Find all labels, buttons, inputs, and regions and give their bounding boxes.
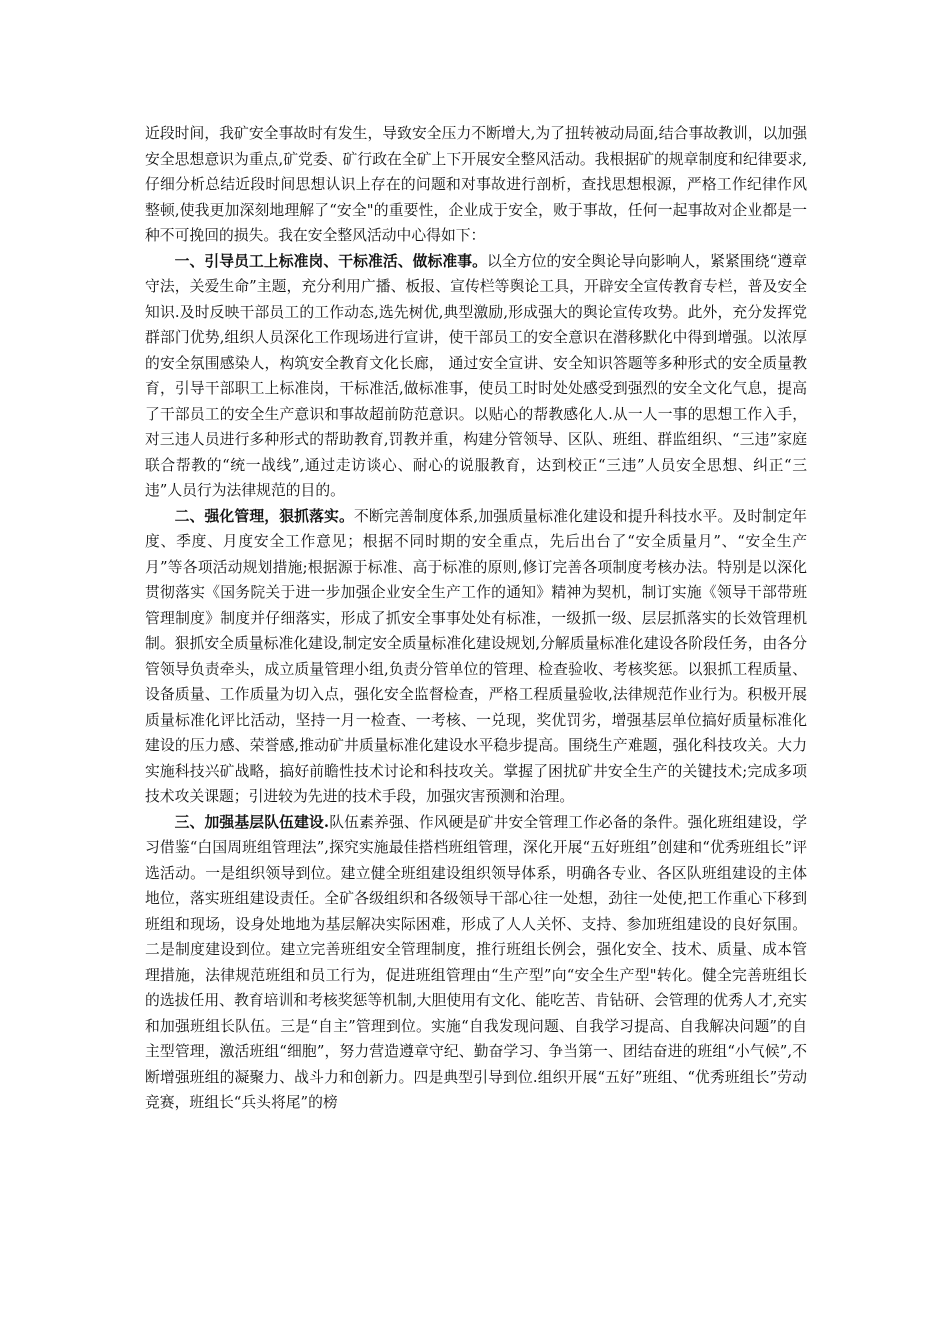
section-one-body: 以全方位的安全舆论导向影响人，紧紧围绕“遵章守法，关爱生命”主题，充分利用广播、板报、宣传栏等舆论工具，开辟安全宣传教育专栏，普及安全知识.及时反映干部员工的工作动态,选先树优,典型激励,形成强大的舆论宣传攻势。此外，充分发挥党群部门优势,组织人员深化工作现场进行宣讲，使干部员工的安全意识在潜移默化中得到增强。以浓厚的安全氛围感染人，构筑安全教育文化长廊， 通过安全宣讲、安全知识答题等多种形式的安全质量教育，引导干部职工上标准岗，干标准活,做标准事，使员工时时处处感受到强烈的安全文化气息，提高了干部员工的安全生产意识和事故超前防范意识。以贴心的帮教感化人.从一人一事的思想工作入手，对三违人员进行多种形式的帮助教育,罚教并重，构建分管领导、区队、班组、群监组织、“三违”家庭联合帮教的“统一战线”,通过走访谈心、耐心的说服教育，达到校正“三违”人员安全思想、纠正“三违”人员行为法律规范的目的。 <box>145 252 807 499</box>
intro-paragraph: 近段时间，我矿安全事故时有发生，导致安全压力不断增大,为了扭转被动局面,结合事故教训，以加强安全思想意识为重点,矿党委、矿行政在全矿上下开展安全整风活动。我根据矿的规章制度和纪律要求,仔细分析总结近段时间思想认识上存在的问题和对事故进行剖析，查找思想根源，严格工作纪律作风整顿,使我更加深刻地理解了“安全"的重要性，企业成于安全，败于事故，任何一起事故对企业都是一种不可挽回的损失。我在安全整风活动中心得如下： <box>145 125 807 244</box>
section-two-heading: 二、强化管理，狠抓落实。 <box>174 507 354 525</box>
section-one-paragraph <box>145 249 807 504</box>
section-three-heading: 三、加强基层队伍建设. <box>174 813 330 831</box>
section-one-heading: 一、引导员工上标准岗、干标准活、做标准事。 <box>174 252 488 270</box>
section-three-body: 队伍素养强、作风硬是矿井安全管理工作必备的条件。强化班组建设，学习借鉴“白国周班组管理法”,探究实施最佳搭档班组管理，深化开展“五好班组”创建和“优秀班组长”评选活动。一是组织领导到位。建立健全班组建设组织领导体系，明确各专业、各区队班组建设的主体地位，落实班组建设责任。全矿各级组织和各级领导干部心往一处想，劲往一处使,把工作重心下移到班组和现场，设身处地地为基层解决实际困难，形成了人人关怀、支持、参加班组建设的良好氛围。二是制度建设到位。建立完善班组安全管理制度，推行班组长例会，强化安全、技术、质量、成本管理措施，法律规范班组和员工行为，促进班组管理由“生产型”向“安全生产型"转化。健全完善班组长的选拔任用、教育培训和考核奖惩等机制,大胆使用有文化、能吃苦、肯钻研、会管理的优秀人才,充实和加强班组长队伍。三是“自主”管理到位。实施“自我发现问题、自我学习提高、自我解决问题”的自主型管理，激活班组“细胞”，努力营造遵章守纪、勤奋学习、争当第一、团结奋进的班组“小气候”,不断增强班组的凝聚力、战斗力和创新力。四是典型引导到位.组织开展“五好”班组、“优秀班组长”劳动竞赛，班组长“兵头将尾”的榜 <box>145 813 807 1111</box>
section-two-body: 不断完善制度体系,加强质量标准化建设和提升科技水平。及时制定年度、季度、月度安全工作意见；根据不同时期的安全重点，先后出台了“安全质量月”、“安全生产月”等各项活动规划措施;根据源于标准、高于标准的原则,修订完善各项制度考核办法。特别是以深化贯彻落实《国务院关于进一步加强企业安全生产工作的通知》精神为契机，制订实施《领导干部带班管理制度》制度并仔细落实，形成了抓安全事事处处有标准，一级抓一级、层层抓落实的长效管理机制。狠抓安全质量标准化建设,制定安全质量标准化建设规划,分解质量标准化建设各阶段任务，由各分管领导负责牵头，成立质量管理小组,负责分管单位的管理、检查验收、考核奖惩。以狠抓工程质量、设备质量、工作质量为切入点，强化安全监督检查，严格工程质量验收,法律规范作业行为。积极开展质量标准化评比活动，坚持一月一检查、一考核、一兑现，奖优罚劣，增强基层单位搞好质量标准化建设的压力感、荣誉感,推动矿井质量标准化建设水平稳步提高。围绕生产难题，强化科技攻关。大力实施科技兴矿战略，搞好前瞻性技术讨论和科技攻关。掌握了困扰矿井安全生产的关键技术;完成多项技术攻关课题；引进较为先进的技术手段，加强灾害预测和治理。 <box>145 507 807 805</box>
section-two-paragraph <box>145 504 807 810</box>
section-three-paragraph <box>145 810 807 1116</box>
document-body <box>145 121 807 1116</box>
